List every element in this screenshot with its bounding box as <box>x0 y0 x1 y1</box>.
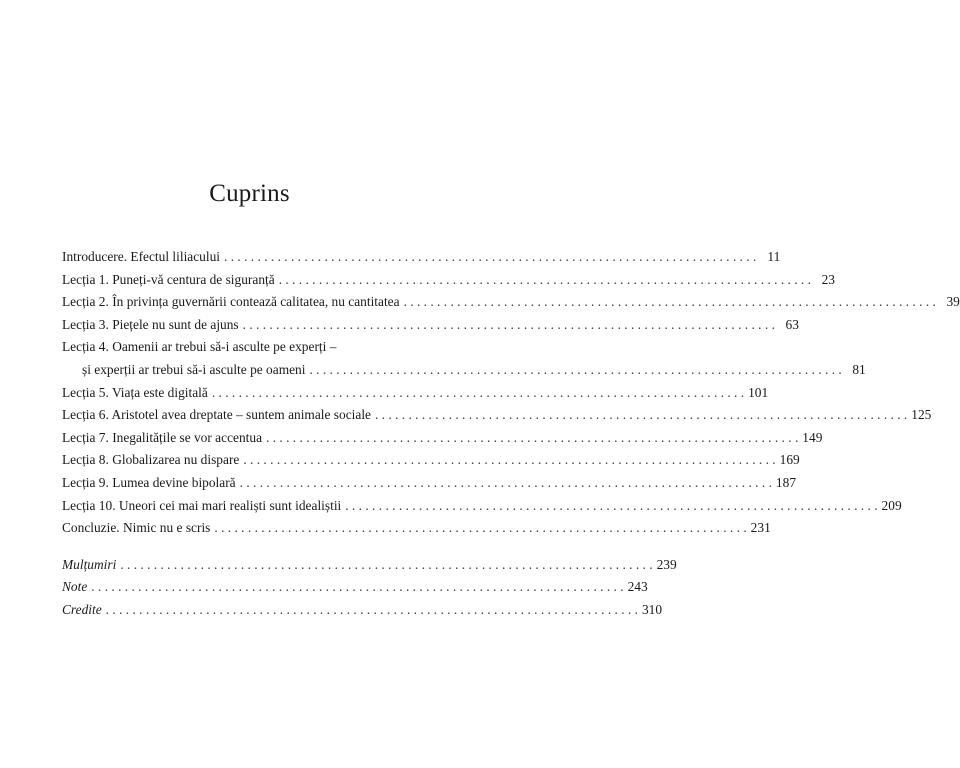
toc-entry-label: Credite <box>62 601 102 617</box>
toc-entry[interactable] <box>62 336 442 359</box>
toc-page-number: 169 <box>779 452 800 468</box>
dot-leader <box>214 517 746 540</box>
dot-leader <box>224 246 756 269</box>
toc-entry[interactable] <box>62 495 902 518</box>
toc-page-number: 39 <box>946 294 960 310</box>
toc-entry-label: Lecția 3. Piețele nu sunt de ajuns <box>62 316 239 332</box>
dot-leader <box>345 495 877 518</box>
toc-entry-label: Lecția 6. Aristotel avea dreptate – suntem animale sociale <box>62 407 371 423</box>
toc-page-number: 231 <box>750 520 771 536</box>
dot-leader <box>279 269 811 292</box>
toc-entry[interactable] <box>62 382 769 405</box>
dot-leader <box>120 554 652 577</box>
toc-entry-label: și experții ar trebui să-i asculte pe oameni <box>82 361 306 377</box>
section-gap <box>62 540 442 554</box>
toc-page-number: 187 <box>775 474 797 490</box>
dot-leader <box>375 404 907 427</box>
toc-entry[interactable] <box>62 246 781 269</box>
toc-entry[interactable] <box>62 269 835 292</box>
toc-page-number: 243 <box>627 579 648 595</box>
toc-entry[interactable] <box>62 404 932 427</box>
toc-page-number: 125 <box>911 407 932 423</box>
dot-leader <box>243 449 775 472</box>
toc-page-number: 239 <box>656 556 677 572</box>
toc-entry-label: Lecția 9. Lumea devine bipolară <box>62 474 236 490</box>
dot-leader <box>91 576 623 599</box>
toc-page-number: 23 <box>821 271 835 287</box>
toc-entry[interactable] <box>62 291 960 314</box>
toc-entry[interactable] <box>62 517 771 540</box>
toc-entry-label: Lecția 7. Inegalitățile se vor accentua <box>62 429 263 445</box>
dot-leader <box>212 382 744 405</box>
toc-entry-label: Lecția 2. În privința guvernării contează calitatea, nu cantitatea <box>62 294 400 310</box>
toc-page-number: 11 <box>767 249 781 264</box>
toc-entry-label: Lecția 10. Uneori cei mai mari realiști sunt idealiștii <box>62 497 342 513</box>
dot-leader <box>266 427 798 450</box>
toc-entry-label: Lecția 1. Puneți-vă centura de siguranță <box>62 271 275 287</box>
dot-leader <box>243 314 775 337</box>
toc-entry-continuation[interactable] <box>62 359 866 382</box>
toc-entry[interactable] <box>62 472 797 495</box>
toc-entry[interactable] <box>62 576 648 599</box>
toc-page-number: 101 <box>748 384 769 400</box>
toc-entry[interactable] <box>62 554 677 577</box>
page-title: Cuprins <box>209 180 290 207</box>
toc-entry[interactable] <box>62 449 800 472</box>
toc-entry[interactable] <box>62 599 663 622</box>
dot-leader <box>309 359 841 382</box>
toc-entry-label: Introducere. Efectul liliacului <box>62 249 221 264</box>
toc-entry[interactable] <box>62 314 799 337</box>
toc-entry-label: Lecția 5. Viața este digitală <box>62 384 208 400</box>
toc-page-number: 81 <box>852 361 866 377</box>
toc-page-number: 63 <box>785 316 799 332</box>
dot-leader <box>106 599 638 622</box>
dot-leader <box>404 291 936 314</box>
toc-page-number: 310 <box>641 601 663 617</box>
toc-entry-label: Mulțumiri <box>62 556 117 572</box>
toc-page-number: 209 <box>881 497 902 513</box>
table-of-contents <box>62 246 960 622</box>
dot-leader <box>240 472 772 495</box>
toc-entry-label: Lecția 4. Oamenii ar trebui să-i asculte pe experți – <box>62 339 337 355</box>
toc-page-number: 149 <box>802 429 823 445</box>
toc-entry-label: Note <box>62 579 88 595</box>
toc-entry-label: Concluzie. Nimic nu e scris <box>62 520 211 536</box>
toc-entry-label: Lecția 8. Globalizarea nu dispare <box>62 452 240 468</box>
toc-entry[interactable] <box>62 427 823 450</box>
